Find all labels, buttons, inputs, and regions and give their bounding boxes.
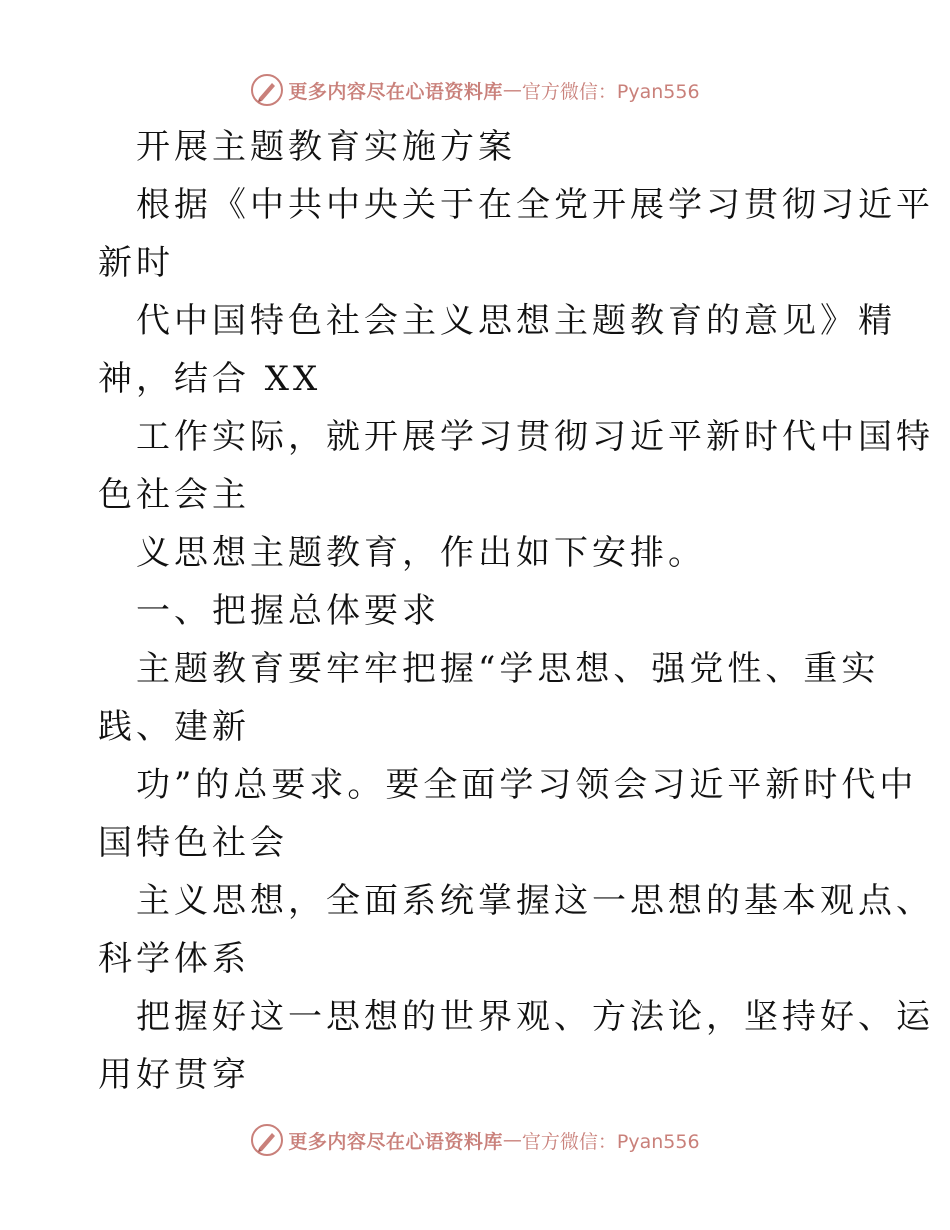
paragraph-line: 新时: [98, 243, 174, 283]
paragraph-line: 践、建新: [98, 707, 250, 747]
paragraph-line: 工作实际，就开展学习贯彻习近平新时代中国特: [136, 417, 934, 457]
watermark-separator: —: [502, 79, 522, 101]
paragraph-line: 把握好这一思想的世界观、方法论，坚持好、运: [136, 997, 934, 1037]
section-heading: 一、把握总体要求: [136, 591, 440, 631]
paragraph-line: 国特色社会: [98, 823, 288, 863]
paragraph-line: 根据《中共中央关于在全党开展学习贯彻习近平: [136, 185, 934, 225]
paragraph-line: 主义思想，全面系统掌握这一思想的基本观点、: [136, 881, 934, 921]
watermark-brand: 更多内容尽在心语资料库: [288, 80, 503, 103]
watermark-contact: 官方微信：Pyan556: [521, 80, 700, 103]
document-body: [98, 118, 934, 1104]
header-watermark: [0, 70, 950, 110]
paragraph-line: 功”的总要求。要全面学习领会习近平新时代中: [136, 765, 918, 805]
watermark-separator: —: [502, 1129, 522, 1151]
pen-logo-icon: [250, 73, 284, 107]
footer-watermark: [0, 1120, 950, 1160]
paragraph-line: 义思想主题教育，作出如下安排。: [136, 533, 706, 573]
pen-logo-icon: [250, 1123, 284, 1157]
watermark-contact: 官方微信：Pyan556: [521, 1130, 700, 1153]
paragraph-line: 用好贯穿: [98, 1055, 250, 1095]
paragraph-line: 色社会主: [98, 475, 250, 515]
watermark-brand: 更多内容尽在心语资料库: [288, 1130, 503, 1153]
paragraph-line: 主题教育要牢牢把握“学思想、强党性、重实: [136, 649, 880, 689]
paragraph-line: 科学体系: [98, 939, 250, 979]
doc-title: 开展主题教育实施方案: [136, 127, 516, 167]
paragraph-line: 代中国特色社会主义思想主题教育的意见》精: [136, 301, 896, 341]
paragraph-line: 神，结合 XX: [98, 359, 322, 399]
